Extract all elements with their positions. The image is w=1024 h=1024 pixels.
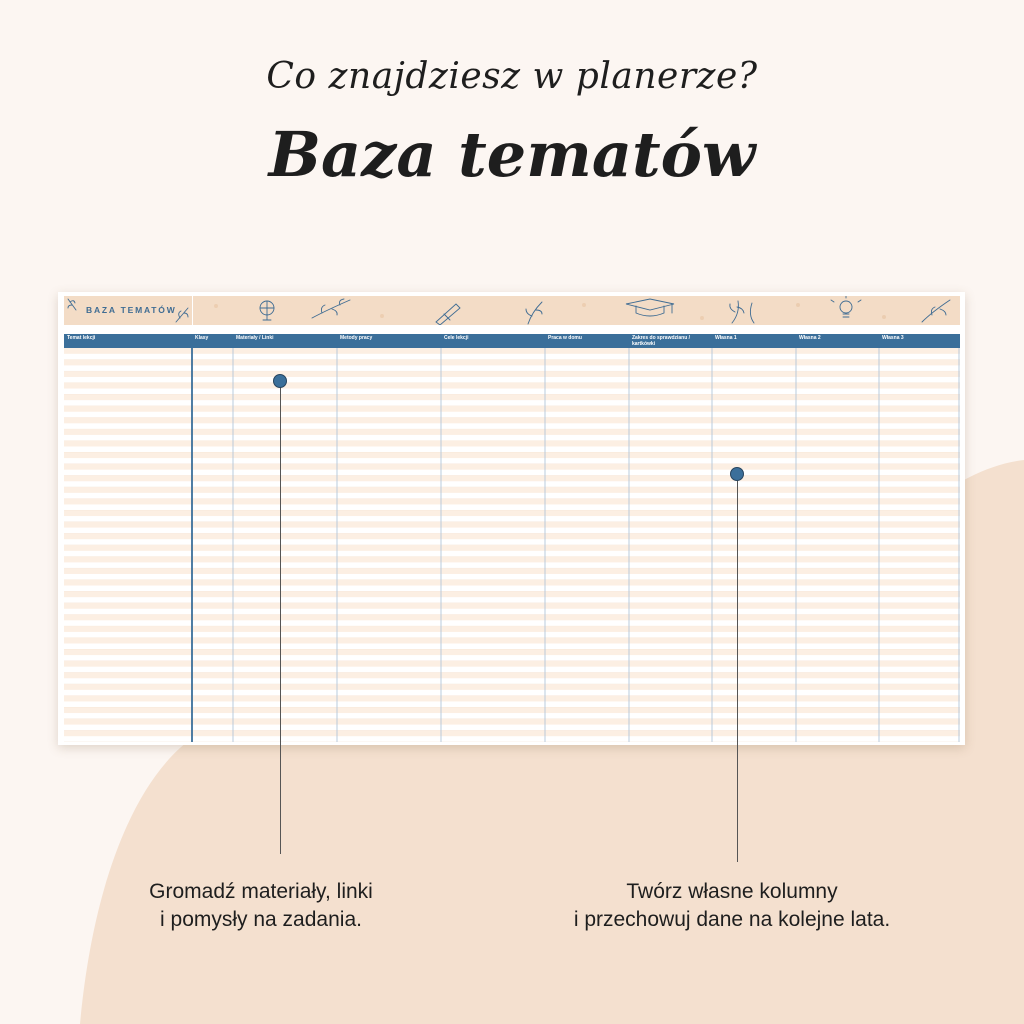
column-header: Zakres do sprawdzianu / kartkówki (629, 334, 712, 348)
callout-marker-right (730, 467, 744, 481)
globe-icon (260, 301, 274, 320)
table-row (64, 452, 960, 458)
column-header: Materiały / Linki (233, 334, 337, 348)
column-header: Temat lekcji (64, 334, 192, 348)
lightbulb-icon (831, 296, 861, 317)
table-row (64, 615, 960, 621)
table-row (64, 487, 960, 493)
table-row (64, 383, 960, 389)
table-row (64, 475, 960, 481)
caption-left (81, 878, 441, 934)
table-row (64, 371, 960, 377)
table-row (64, 649, 960, 655)
table-row (64, 545, 960, 551)
table-row (64, 719, 960, 725)
sheet-banner (64, 296, 960, 325)
table-row (64, 684, 960, 690)
table-row (64, 591, 960, 597)
leaf-sprig-icon (526, 302, 542, 324)
table-row (64, 441, 960, 447)
leaf-sprig-icon (68, 299, 76, 310)
table-row (64, 557, 960, 563)
graduation-cap-icon (626, 299, 674, 316)
table-row (64, 522, 960, 528)
table-row (64, 533, 960, 539)
table-row (64, 510, 960, 516)
banner-divider (192, 296, 193, 325)
table-row (64, 696, 960, 702)
page-subtitle: Co znajdziesz w planerze? (266, 56, 758, 97)
table-row (64, 360, 960, 366)
column-header: Cele lekcji (441, 334, 545, 348)
botanical-decoration (64, 296, 960, 325)
sheet-banner-title: BAZA TEMATÓW (86, 305, 177, 315)
column-header: Własna 2 (796, 334, 879, 348)
table-row (64, 348, 960, 354)
leaf-sprig-icon (922, 300, 950, 322)
table-row (64, 661, 960, 667)
column-header: Metody pracy (337, 334, 441, 348)
table-row (64, 580, 960, 586)
column-header: Praca w domu (545, 334, 629, 348)
planner-sheet-preview (58, 292, 965, 745)
column-header: Własna 1 (712, 334, 796, 348)
column-header: Klasy (192, 334, 233, 348)
callout-marker-left (273, 374, 287, 388)
table-row (64, 464, 960, 470)
table-row (64, 707, 960, 713)
caption-right (510, 878, 954, 934)
table-row (64, 499, 960, 505)
table-row (64, 730, 960, 736)
table-row (64, 568, 960, 574)
leaf-sprig-icon (730, 301, 754, 323)
table-row (64, 603, 960, 609)
column-header: Własna 3 (879, 334, 960, 348)
table-row (64, 429, 960, 435)
table-row (64, 626, 960, 632)
table-row (64, 638, 960, 644)
table-row (64, 394, 960, 400)
leaf-sprig-icon (176, 308, 188, 322)
pencil-icon (436, 304, 460, 325)
topics-table (64, 334, 960, 742)
caption-left-line1: Gromadź materiały, linki (149, 880, 373, 903)
table-grid (64, 348, 960, 742)
table-row (64, 406, 960, 412)
caption-left-line2: i pomysły na zadania. (160, 908, 362, 931)
page-title: Baza tematów (268, 118, 756, 191)
callout-connector-right (737, 474, 738, 862)
callout-connector-left (280, 381, 281, 854)
table-row (64, 672, 960, 678)
leaf-sprig-icon (312, 299, 350, 318)
caption-right-line2: i przechowuj dane na kolejne lata. (573, 908, 891, 931)
table-row (64, 418, 960, 424)
caption-right-line1: Twórz własne kolumny (626, 880, 838, 903)
